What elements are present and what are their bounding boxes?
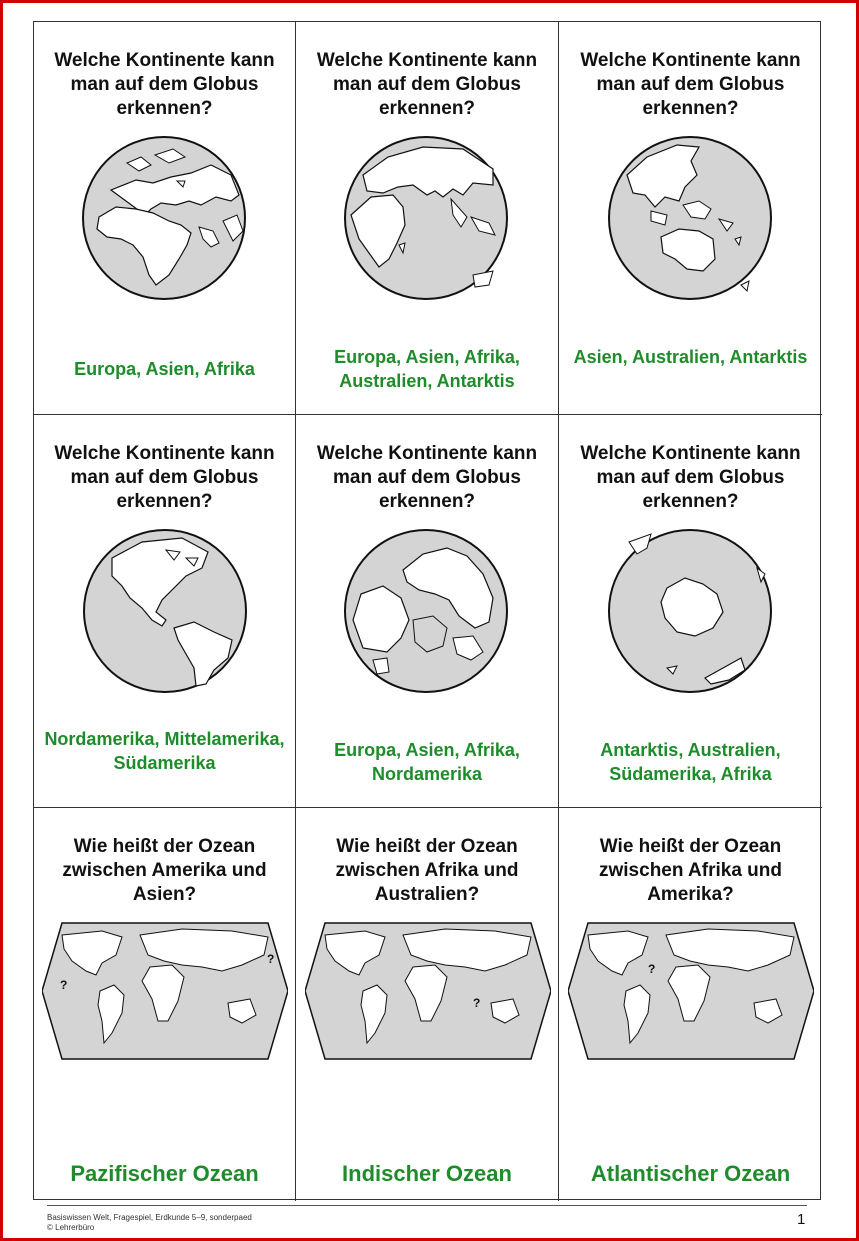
footer-credits bbox=[47, 1213, 252, 1233]
card-answer: Europa, Asien, Afrika, Australien, Antarktis bbox=[334, 347, 520, 391]
globe-africa-europe-image bbox=[81, 135, 247, 301]
footer-divider bbox=[47, 1205, 807, 1206]
card-1 bbox=[34, 22, 296, 415]
card-2 bbox=[296, 22, 559, 415]
card-answer: Nordamerika, Mittelamerika, Südamerika bbox=[44, 729, 285, 773]
card-7 bbox=[34, 808, 296, 1201]
question-mark-marker: ? bbox=[473, 996, 481, 1010]
globe-asia-australia-image bbox=[607, 135, 773, 301]
card-answer: Indischer Ozean bbox=[342, 1161, 512, 1186]
card-answer: Antarktis, Australien, Südamerika, Afrika bbox=[600, 740, 781, 784]
card-answer: Asien, Australien, Antarktis bbox=[573, 347, 808, 367]
card-question: Welche Kontinente kann man auf dem Globus erkennen? bbox=[580, 50, 801, 119]
world-map-pacific-image bbox=[42, 921, 288, 1061]
card-question: Wie heißt der Ozean zwischen Amerika und Asien? bbox=[62, 836, 267, 905]
world-map-atlantic-image bbox=[568, 921, 814, 1061]
card-9 bbox=[559, 808, 822, 1201]
card-question: Welche Kontinente kann man auf dem Globus erkennen? bbox=[54, 443, 275, 512]
globe-north-pole-image bbox=[343, 528, 509, 694]
card-question: Welche Kontinente kann man auf dem Globus erkennen? bbox=[580, 443, 801, 512]
card-answer: Atlantischer Ozean bbox=[590, 1161, 791, 1186]
footer-line-2: © Lehrerbüro bbox=[47, 1223, 95, 1232]
globe-indian-ocean-image bbox=[343, 135, 509, 301]
card-6 bbox=[559, 415, 822, 808]
card-4 bbox=[34, 415, 296, 808]
card-grid bbox=[33, 21, 821, 1200]
globe-south-pole-image bbox=[607, 528, 773, 694]
question-mark-marker: ? bbox=[267, 952, 275, 966]
page-number: 1 bbox=[797, 1211, 806, 1228]
card-5 bbox=[296, 415, 559, 808]
card-question: Wie heißt der Ozean zwischen Afrika und Amerika? bbox=[599, 836, 782, 905]
card-answer: Europa, Asien, Afrika, Nordamerika bbox=[334, 740, 520, 784]
world-map-indian-image bbox=[305, 921, 551, 1061]
card-3 bbox=[559, 22, 822, 415]
card-question: Welche Kontinente kann man auf dem Globus erkennen? bbox=[316, 443, 538, 512]
question-mark-marker: ? bbox=[648, 962, 656, 976]
card-answer: Europa, Asien, Afrika bbox=[74, 359, 255, 379]
card-question: Welche Kontinente kann man auf dem Globus erkennen? bbox=[316, 50, 538, 119]
footer-line-1: Basiswissen Welt, Fragespiel, Erdkunde 5–9, sonderpaed bbox=[47, 1213, 252, 1222]
card-question: Welche Kontinente kann man auf dem Globus erkennen? bbox=[54, 50, 275, 119]
card-answer: Pazifischer Ozean bbox=[70, 1161, 259, 1186]
question-mark-marker: ? bbox=[60, 978, 68, 992]
card-question: Wie heißt der Ozean zwischen Afrika und Australien? bbox=[335, 836, 519, 905]
card-8 bbox=[296, 808, 559, 1201]
globe-americas-image bbox=[82, 528, 248, 694]
